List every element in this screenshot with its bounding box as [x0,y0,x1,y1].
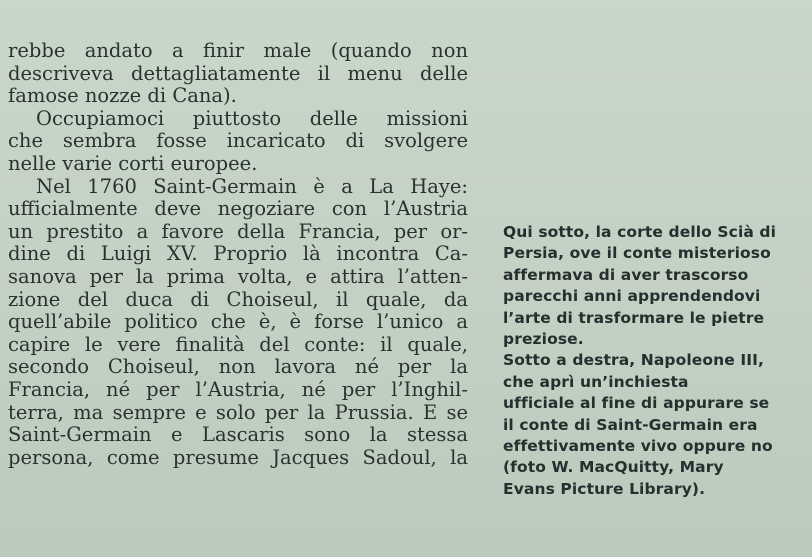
caption-line: il conte di Saint-Germain era [503,415,758,434]
article-line: secondo Choiseul, non lavora né per la [8,355,468,379]
photo-caption [503,222,803,500]
caption-line: Evans Picture Library). [503,479,706,498]
article-line: che sembra fosse incaricato di svolgere [8,129,468,153]
article-line: persona, come presume Jacques Sadoul, la [8,445,468,469]
caption-line: ufficiale al fine di appurare se [503,394,770,413]
article-line: quell’abile politico che è, è forse l’unico a [8,310,468,334]
article-line: ufficialmente deve negoziare con l’Austria [8,197,468,221]
article-body-column [8,40,468,469]
article-line: famose nozze di Cana). [8,84,237,108]
article-line: zione del duca di Choiseul, il quale, da [8,287,468,311]
caption-line: preziose. [503,330,584,349]
article-line: Occupiamoci piuttosto delle missioni [36,106,468,130]
article-line: Nel 1760 Saint-Germain è a La Haye: [36,174,468,198]
article-line: nelle varie corti europee. [8,151,258,175]
caption-line: che aprì un’inchiesta [503,372,689,391]
article-line: Francia, né per l’Austria, né per l’Inghil- [8,377,468,401]
article-line: descriveva dettagliatamente il menu delle [8,61,468,85]
article-line: terra, ma sempre e solo per la Prussia. E se [8,400,468,424]
caption-line: Sotto a destra, Napoleone III, [503,351,764,370]
caption-line: Qui sotto, la corte dello Scià di [503,223,777,241]
caption-line: effettivamente vivo oppure no [503,437,773,456]
article-line: Saint-Germain e Lascaris sono la stessa [8,423,468,447]
article-line: capire le vere finalità del conte: il quale, [8,332,468,356]
caption-line: (foto W. MacQuitty, Mary [503,458,724,477]
article-line: un prestito a favore della Francia, per or- [8,219,468,243]
caption-line: parecchi anni apprendendovi [503,287,761,306]
caption-line: l’arte di trasformare le pietre [503,308,765,327]
caption-line: affermava di aver trascorso [503,265,749,284]
article-line: dine di Luigi XV. Proprio là incontra Ca- [8,242,468,266]
article-line: sanova per la prima volta, e attira l’atten- [8,264,468,288]
caption-line: Persia, ove il conte misterioso [503,244,771,263]
article-line: rebbe andato a finir male (quando non [8,39,468,62]
